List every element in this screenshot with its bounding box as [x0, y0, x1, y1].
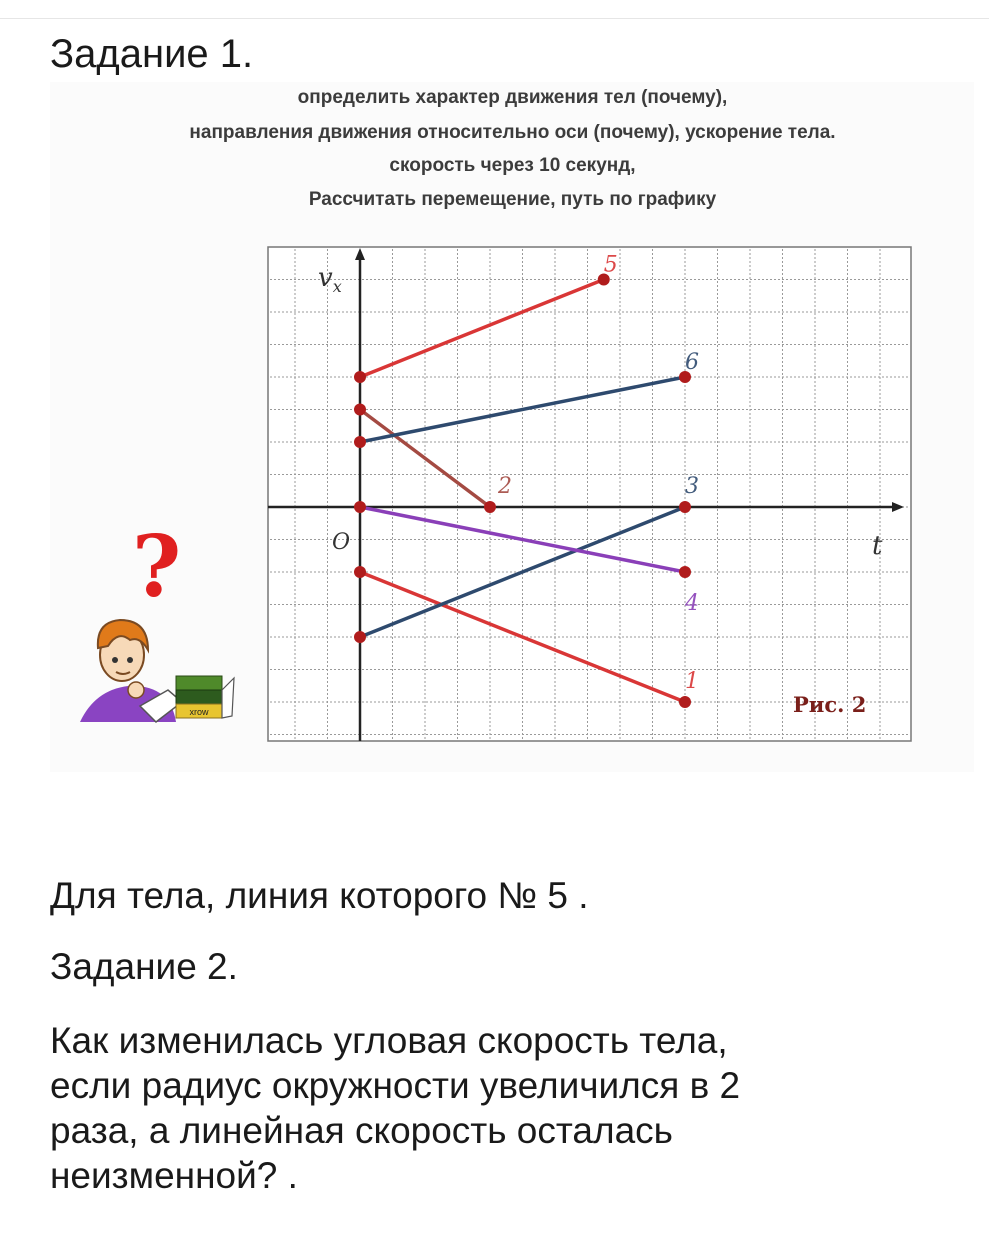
instruction-line-2: направления движения относительно оси (почему), ускорение тела.	[189, 122, 836, 143]
origin-label: O	[332, 530, 351, 555]
instruction-line-1: определить характер движения тел (почему),	[297, 87, 728, 108]
thinking-student-illustration	[80, 620, 234, 722]
instruction-line-4: Рассчитать перемещение, путь по графику	[308, 189, 717, 210]
book-label: xrow	[189, 707, 209, 717]
question-line-2: если радиус окружности увеличился в 2	[50, 1065, 741, 1106]
series-5-label: 5	[603, 252, 618, 278]
data-point-marker	[354, 501, 366, 513]
series-2-label: 2	[498, 474, 512, 499]
figure-caption: Рис. 2	[793, 692, 867, 717]
question-line-4: неизменной? .	[50, 1155, 298, 1196]
instruction-line-3: скорость через 10 секунд,	[389, 155, 636, 176]
x-axis-label: t	[872, 531, 883, 561]
line-choice-text: Для тела, линия которого № 5 .	[50, 875, 589, 916]
series-6-label: 6	[685, 350, 699, 375]
data-point-marker	[354, 566, 366, 578]
task2-question	[50, 1018, 970, 1198]
task1-title: Задание 1.	[50, 32, 254, 76]
data-point-marker	[354, 436, 366, 448]
question-line-1: Как изменилась угловая скорость тела,	[50, 1020, 728, 1061]
data-point-marker	[679, 696, 691, 708]
data-point-marker	[679, 566, 691, 578]
question-line-3: раза, а линейная скорость осталась	[50, 1110, 673, 1151]
question-mark-icon: ?	[132, 517, 182, 616]
y-axis-label: $v_x$	[318, 263, 342, 296]
data-point-marker	[354, 371, 366, 383]
series-3-label: 3	[685, 474, 699, 499]
task2-title: Задание 2.	[50, 946, 238, 987]
data-point-marker	[679, 501, 691, 513]
series-4-label: 4	[685, 591, 699, 616]
data-point-marker	[484, 501, 496, 513]
series-1-label: 1	[685, 669, 699, 694]
data-point-marker	[354, 404, 366, 416]
data-point-marker	[354, 631, 366, 643]
